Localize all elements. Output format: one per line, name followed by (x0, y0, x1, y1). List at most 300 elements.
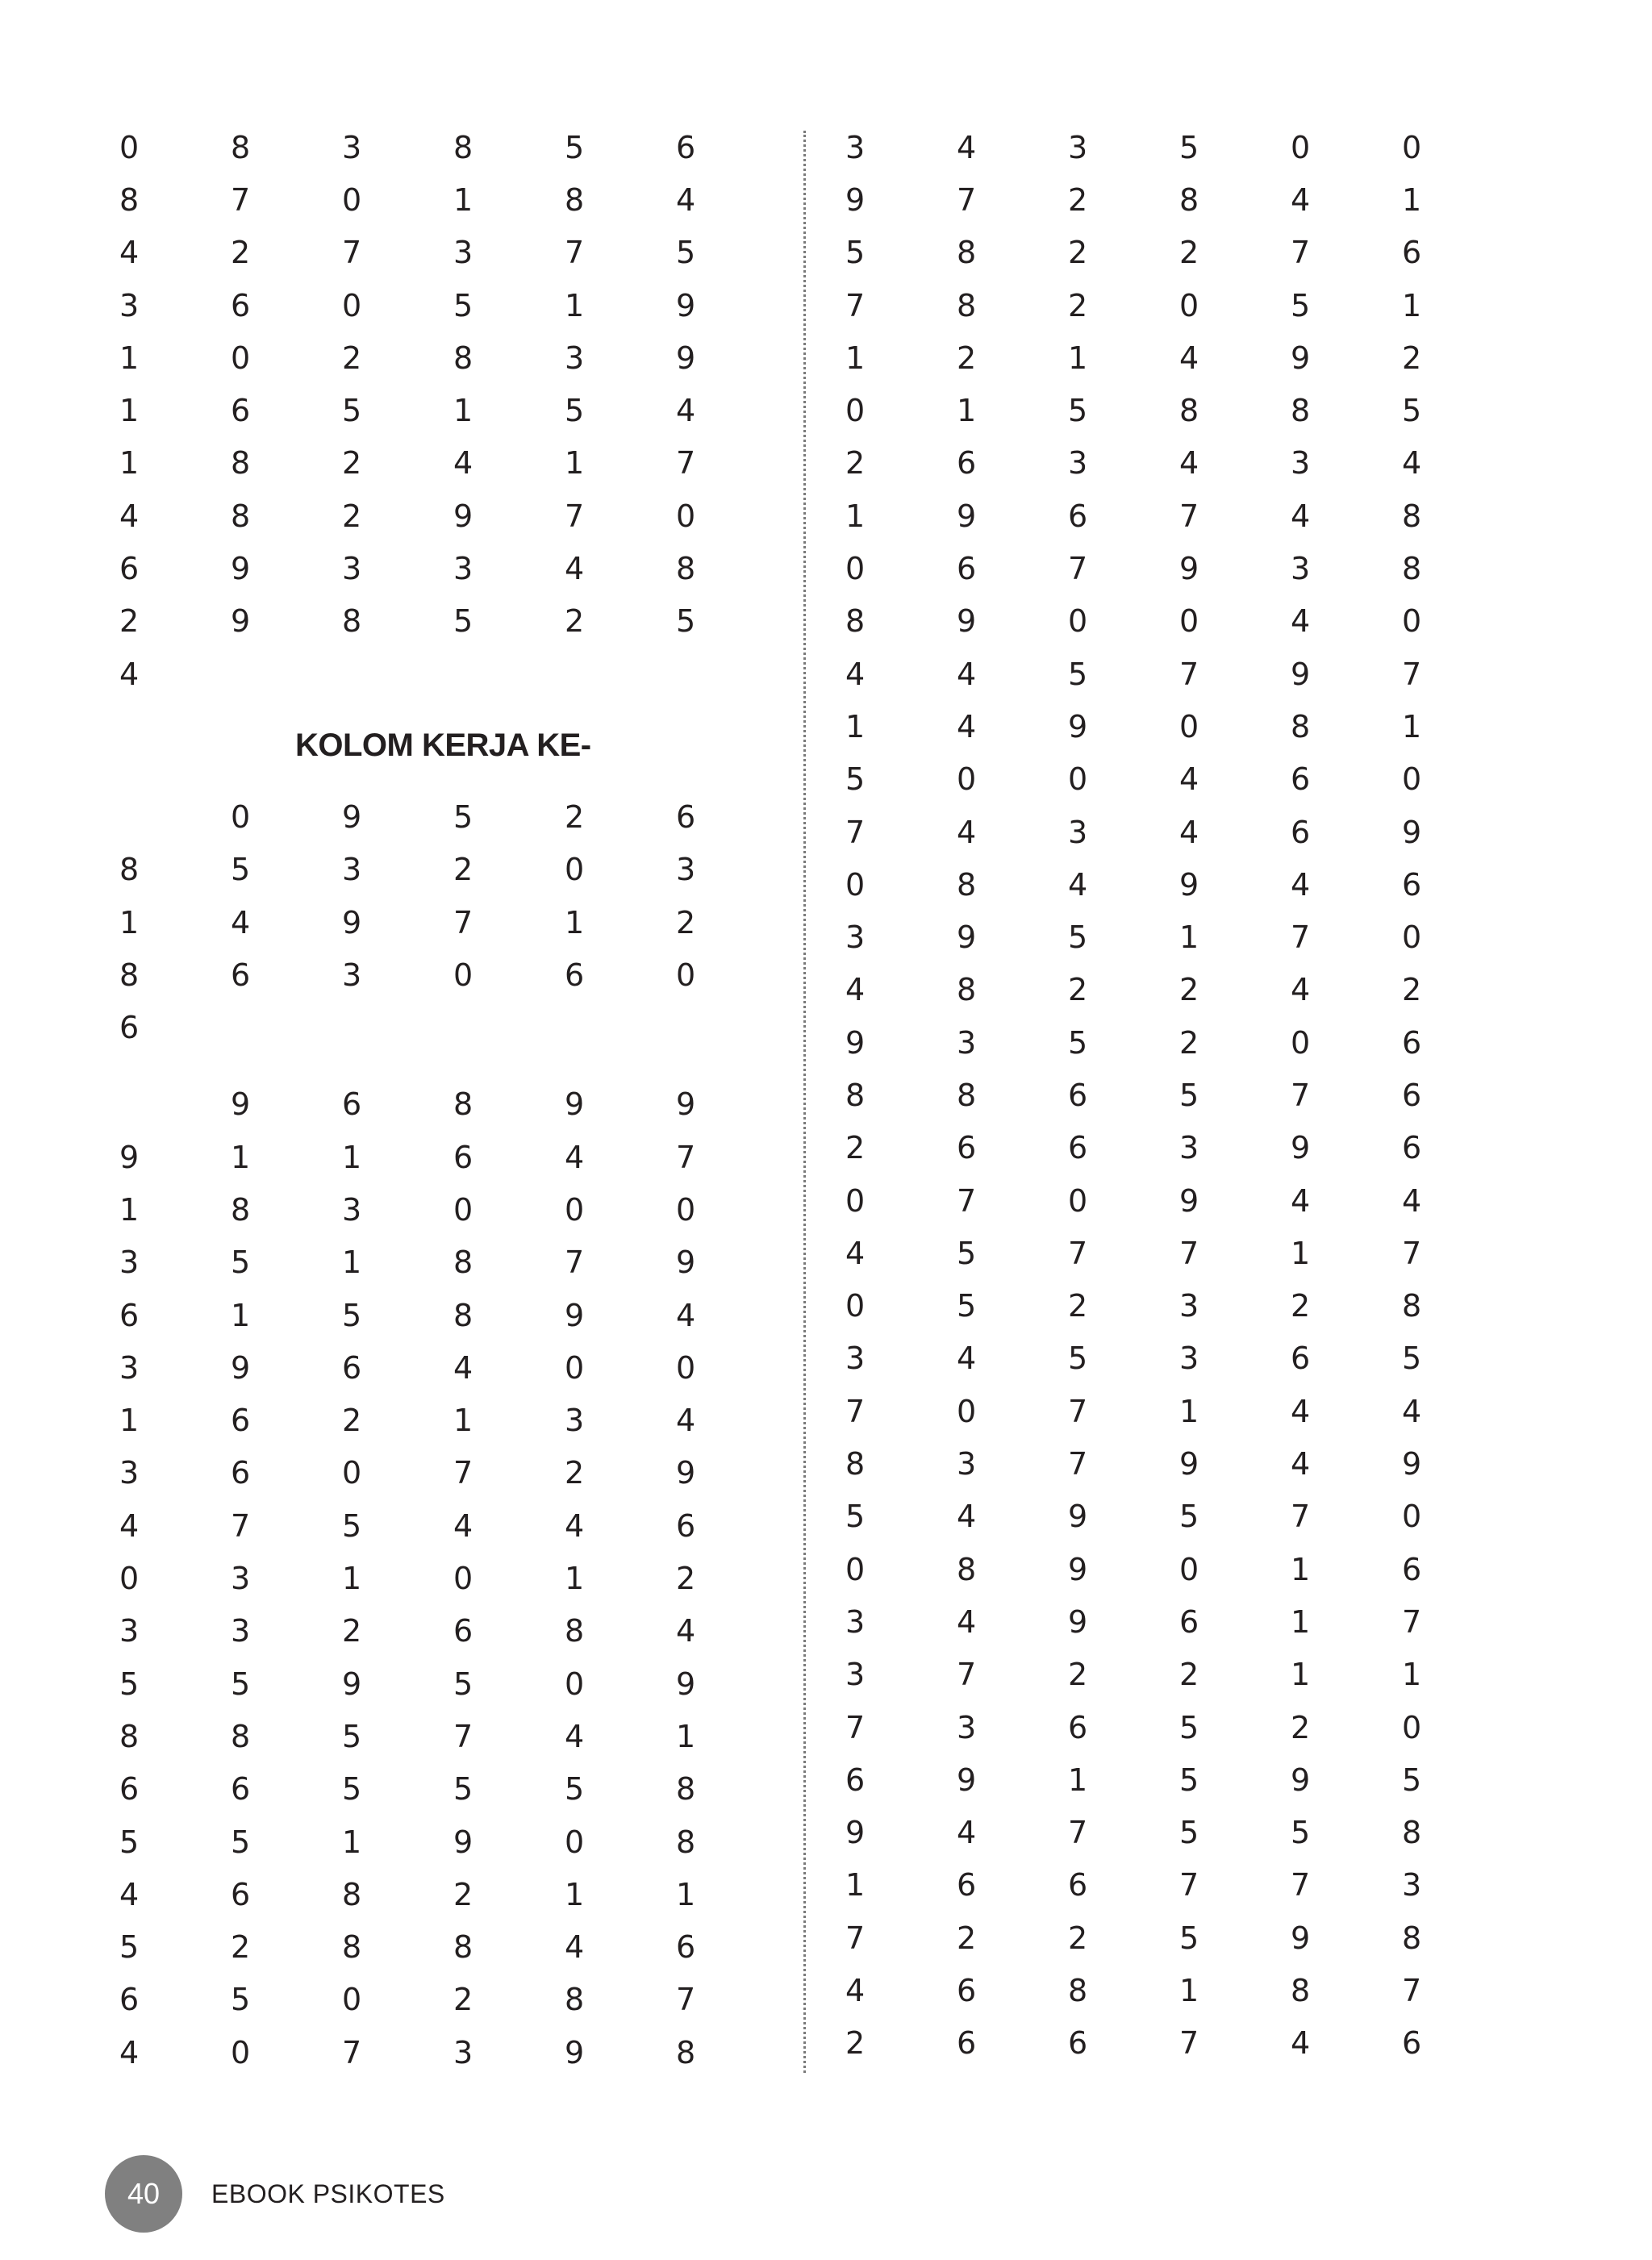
number-cell: 8 (1291, 708, 1311, 744)
number-cell: 7 (957, 181, 977, 218)
number-cell: 6 (453, 1613, 473, 1649)
number-cell: 7 (1068, 1393, 1088, 1429)
number-cell: 6 (676, 1929, 696, 1966)
number-row (113, 844, 807, 896)
number-cell: 0 (845, 1551, 866, 1587)
number-cell: 4 (1179, 445, 1199, 482)
number-cell: 6 (1068, 2025, 1088, 2062)
number-cell: 4 (1402, 1182, 1422, 1219)
number-cell: 6 (231, 1771, 251, 1808)
number-cell: 7 (1402, 656, 1422, 692)
number-cell: 9 (231, 1349, 251, 1386)
number-cell: 8 (845, 1446, 866, 1482)
number-cell: 0 (957, 761, 977, 798)
number-cell: 7 (453, 904, 473, 940)
number-cell: 3 (957, 1709, 977, 1745)
number-cell: 4 (1291, 866, 1311, 903)
number-cell: 1 (231, 1139, 251, 1175)
number-cell: 1 (119, 1403, 140, 1439)
number-cell: 0 (1402, 603, 1422, 640)
number-cell: 1 (119, 904, 140, 940)
number-cell: 2 (565, 1455, 585, 1491)
number-cell: 5 (119, 1666, 140, 1702)
number-cell: 3 (676, 852, 696, 888)
number-cell: 2 (845, 2025, 866, 2062)
number-cell: 0 (565, 1349, 585, 1386)
number-cell: 9 (957, 1762, 977, 1798)
number-cell: 2 (1179, 235, 1199, 271)
number-cell: 2 (1179, 972, 1199, 1008)
number-cell: 9 (1179, 866, 1199, 903)
number-row (839, 173, 1533, 226)
number-cell: 0 (957, 1393, 977, 1429)
number-cell: 1 (119, 445, 140, 482)
number-cell: 4 (957, 708, 977, 744)
number-cell: 2 (453, 852, 473, 888)
number-cell: 7 (565, 1245, 585, 1281)
number-cell: 6 (957, 1973, 977, 2009)
number-cell: 8 (119, 181, 140, 218)
number-cell: 4 (1179, 814, 1199, 850)
number-cell: 1 (1402, 708, 1422, 744)
number-cell: 8 (231, 498, 251, 534)
number-cell: 4 (1291, 498, 1311, 534)
number-cell: 2 (1068, 235, 1088, 271)
number-cell: 2 (1068, 1920, 1088, 1956)
number-cell: 5 (1402, 393, 1422, 429)
number-row (839, 1069, 1533, 1121)
number-cell: 0 (676, 498, 696, 534)
number-cell: 1 (565, 1561, 585, 1597)
number-cell: 5 (845, 1499, 866, 1535)
number-row (113, 896, 807, 949)
number-cell: 8 (676, 2034, 696, 2070)
number-cell: 8 (957, 866, 977, 903)
number-cell: 7 (845, 1920, 866, 1956)
number-cell: 2 (845, 445, 866, 482)
number-cell: 6 (1402, 1024, 1422, 1061)
number-cell: 8 (957, 1077, 977, 1113)
number-cell: 4 (1291, 1393, 1311, 1429)
number-cell: 4 (1179, 340, 1199, 376)
number-row (113, 1001, 807, 1053)
number-cell: 2 (231, 235, 251, 271)
number-cell: 0 (845, 1288, 866, 1324)
number-row (839, 121, 1533, 173)
number-row (113, 331, 807, 384)
number-cell: 4 (565, 1139, 585, 1175)
number-cell: 5 (1402, 1762, 1422, 1798)
number-cell: 6 (1402, 1551, 1422, 1587)
number-row (113, 1816, 807, 1868)
number-row (113, 1974, 807, 2026)
number-cell: 6 (676, 129, 696, 165)
number-cell: 4 (845, 1973, 866, 2009)
number-cell: 7 (1179, 1235, 1199, 1271)
number-cell: 9 (453, 1824, 473, 1860)
number-cell: 9 (957, 603, 977, 640)
number-cell: 8 (1291, 393, 1311, 429)
number-cell: 0 (1402, 761, 1422, 798)
number-cell: 3 (342, 1191, 362, 1228)
number-cell: 4 (565, 1929, 585, 1966)
number-cell: 1 (957, 393, 977, 429)
number-cell: 9 (1068, 708, 1088, 744)
number-cell: 2 (342, 1403, 362, 1439)
number-cell: 9 (1291, 340, 1311, 376)
number-cell: 3 (453, 551, 473, 587)
number-cell: 2 (676, 904, 696, 940)
number-cell: 1 (119, 340, 140, 376)
number-row (839, 2017, 1533, 2070)
number-cell: 3 (342, 129, 362, 165)
number-cell: 7 (1068, 1446, 1088, 1482)
number-cell: 9 (676, 1245, 696, 1281)
number-cell: 5 (957, 1235, 977, 1271)
number-cell: 1 (565, 287, 585, 323)
number-cell: 1 (342, 1245, 362, 1281)
number-row (839, 1964, 1533, 2016)
number-cell: 1 (845, 1867, 866, 1903)
number-cell: 2 (342, 1613, 362, 1649)
number-cell: 0 (1179, 708, 1199, 744)
page-number-badge: 40 (105, 2155, 182, 2233)
number-cell: 7 (342, 235, 362, 271)
number-cell: 4 (957, 814, 977, 850)
number-row (839, 595, 1533, 648)
number-cell: 4 (676, 1403, 696, 1439)
number-cell: 5 (1068, 1341, 1088, 1377)
number-row (839, 1437, 1533, 1490)
number-row (113, 1710, 807, 1762)
number-cell: 1 (1291, 1657, 1311, 1693)
number-row (839, 648, 1533, 700)
number-cell: 4 (565, 1718, 585, 1754)
number-cell: 1 (845, 340, 866, 376)
number-cell: 4 (453, 1507, 473, 1544)
number-cell: 2 (1068, 1657, 1088, 1693)
number-cell: 7 (453, 1455, 473, 1491)
number-cell: 2 (676, 1561, 696, 1597)
number-cell: 7 (1179, 1867, 1199, 1903)
number-cell: 5 (1179, 1077, 1199, 1113)
number-cell: 8 (565, 181, 585, 218)
number-cell: 4 (845, 656, 866, 692)
number-cell: 8 (453, 1086, 473, 1123)
number-cell: 8 (1291, 1973, 1311, 2009)
number-cell: 5 (453, 1771, 473, 1808)
number-cell: 1 (1291, 1603, 1311, 1640)
number-cell: 2 (957, 340, 977, 376)
number-cell: 0 (676, 957, 696, 993)
number-cell: 0 (1179, 1551, 1199, 1587)
number-cell: 5 (845, 761, 866, 798)
number-cell: 7 (565, 498, 585, 534)
number-cell: 9 (565, 1086, 585, 1123)
number-cell: 8 (342, 1929, 362, 1966)
number-cell: 3 (1179, 1288, 1199, 1324)
number-cell: 9 (1068, 1499, 1088, 1535)
number-cell: 1 (453, 181, 473, 218)
number-cell: 3 (119, 1455, 140, 1491)
number-cell: 5 (231, 1982, 251, 2018)
number-cell: 2 (119, 603, 140, 640)
number-cell: 6 (342, 1086, 362, 1123)
number-cell: 4 (957, 1499, 977, 1535)
number-cell: 4 (119, 498, 140, 534)
number-cell: 0 (119, 129, 140, 165)
number-row (839, 437, 1533, 490)
number-cell: 3 (957, 1446, 977, 1482)
number-cell: 7 (1402, 1973, 1422, 2009)
number-row (113, 648, 807, 700)
number-cell: 8 (1402, 1920, 1422, 1956)
number-cell: 8 (565, 1613, 585, 1649)
page-footer (105, 2155, 445, 2233)
number-cell: 5 (453, 1666, 473, 1702)
number-row (113, 1657, 807, 1710)
number-row (839, 1595, 1533, 1648)
number-cell: 1 (1291, 1551, 1311, 1587)
number-cell: 2 (1291, 1709, 1311, 1745)
number-cell: 1 (342, 1824, 362, 1860)
number-row (839, 1122, 1533, 1174)
number-row (839, 1807, 1533, 1859)
number-row (113, 490, 807, 542)
number-cell: 9 (845, 181, 866, 218)
number-cell: 5 (453, 287, 473, 323)
number-cell: 5 (1068, 919, 1088, 956)
number-cell: 0 (565, 1824, 585, 1860)
number-cell: 1 (119, 1191, 140, 1228)
number-row (839, 1649, 1533, 1701)
number-cell: 5 (342, 1771, 362, 1808)
number-row (113, 1078, 807, 1131)
number-cell: 5 (1179, 1762, 1199, 1798)
number-cell: 6 (845, 1762, 866, 1798)
number-cell: 7 (342, 2034, 362, 2070)
number-cell: 8 (453, 129, 473, 165)
number-cell: 6 (1402, 866, 1422, 903)
number-cell: 6 (676, 1507, 696, 1544)
number-cell: 5 (1402, 1341, 1422, 1377)
number-cell: 4 (957, 1815, 977, 1851)
number-cell: 2 (1068, 181, 1088, 218)
number-cell: 7 (453, 1718, 473, 1754)
number-cell: 1 (676, 1876, 696, 1912)
number-cell: 9 (119, 1139, 140, 1175)
number-cell: 5 (676, 603, 696, 640)
number-cell: 4 (676, 181, 696, 218)
number-cell: 6 (119, 1297, 140, 1333)
number-cell: 9 (453, 498, 473, 534)
number-cell: 6 (342, 1349, 362, 1386)
number-cell: 0 (1068, 761, 1088, 798)
number-cell: 8 (119, 1718, 140, 1754)
number-cell: 5 (1068, 1024, 1088, 1061)
number-cell: 2 (342, 340, 362, 376)
number-cell: 3 (845, 129, 866, 165)
number-cell: 9 (676, 1455, 696, 1491)
number-cell: 2 (845, 1130, 866, 1166)
number-cell: 1 (565, 1876, 585, 1912)
number-cell: 8 (1402, 1815, 1422, 1851)
number-cell: 7 (1402, 1603, 1422, 1640)
number-cell: 8 (957, 287, 977, 323)
number-cell: 5 (342, 1507, 362, 1544)
number-cell: 4 (119, 2034, 140, 2070)
number-row (113, 384, 807, 436)
number-cell: 9 (565, 1297, 585, 1333)
number-cell: 8 (453, 1245, 473, 1281)
number-cell: 4 (845, 1235, 866, 1271)
number-cell: 6 (1068, 1709, 1088, 1745)
number-cell: 8 (957, 1551, 977, 1587)
number-cell: 0 (342, 1455, 362, 1491)
number-row (113, 1447, 807, 1499)
number-cell: 6 (1179, 1603, 1199, 1640)
number-cell: 3 (119, 1613, 140, 1649)
number-cell: 8 (1068, 1973, 1088, 2009)
number-row (839, 806, 1533, 858)
number-cell: 5 (1291, 1815, 1311, 1851)
number-cell: 5 (1179, 1920, 1199, 1956)
number-cell: 9 (676, 1086, 696, 1123)
block-spacer (113, 1054, 807, 1078)
number-cell: 8 (342, 1876, 362, 1912)
number-cell: 6 (1068, 1130, 1088, 1166)
number-cell: 9 (957, 919, 977, 956)
number-cell: 4 (676, 393, 696, 429)
number-cell: 0 (1291, 1024, 1311, 1061)
number-cell: 7 (845, 1709, 866, 1745)
number-cell: 0 (845, 866, 866, 903)
number-cell: 1 (1179, 1393, 1199, 1429)
number-cell: 4 (957, 129, 977, 165)
number-cell: 6 (1402, 1130, 1422, 1166)
number-cell: 3 (957, 1024, 977, 1061)
number-cell: 0 (453, 1561, 473, 1597)
number-cell: 1 (231, 1297, 251, 1333)
number-row (113, 227, 807, 279)
number-cell: 4 (565, 1507, 585, 1544)
number-cell: 0 (119, 1561, 140, 1597)
number-cell: 9 (1291, 1920, 1311, 1956)
number-cell: 4 (565, 551, 585, 587)
number-row (113, 121, 807, 173)
number-cell: 7 (845, 814, 866, 850)
number-row (113, 790, 807, 843)
number-cell: 4 (1291, 1446, 1311, 1482)
number-cell: 4 (119, 1876, 140, 1912)
number-cell: 7 (676, 445, 696, 482)
number-row (839, 911, 1533, 963)
number-row (839, 542, 1533, 594)
number-cell: 8 (1179, 393, 1199, 429)
number-row (839, 1280, 1533, 1332)
number-row (113, 542, 807, 594)
number-cell: 2 (453, 1876, 473, 1912)
number-cell: 5 (1179, 1815, 1199, 1851)
number-row (839, 1227, 1533, 1279)
number-row (113, 1395, 807, 1447)
number-cell: 7 (1291, 235, 1311, 271)
number-cell: 4 (119, 235, 140, 271)
number-cell: 0 (1291, 129, 1311, 165)
number-cell: 2 (1402, 972, 1422, 1008)
number-cell: 6 (957, 445, 977, 482)
number-cell: 5 (565, 393, 585, 429)
number-cell: 9 (676, 340, 696, 376)
number-cell: 0 (676, 1349, 696, 1386)
number-cell: 6 (957, 551, 977, 587)
number-cell: 8 (1402, 1288, 1422, 1324)
number-cell: 0 (565, 1666, 585, 1702)
number-cell: 6 (231, 393, 251, 429)
number-cell: 4 (957, 656, 977, 692)
number-cell: 4 (1402, 1393, 1422, 1429)
number-cell: 3 (1179, 1130, 1199, 1166)
section-heading-row (113, 700, 807, 790)
number-cell: 1 (676, 1718, 696, 1754)
number-row (839, 700, 1533, 753)
number-cell: 3 (231, 1561, 251, 1597)
number-cell: 9 (1179, 1182, 1199, 1219)
number-cell: 7 (957, 1182, 977, 1219)
number-cell: 7 (1179, 656, 1199, 692)
number-cell: 0 (1402, 919, 1422, 956)
number-cell: 8 (565, 1982, 585, 2018)
number-cell: 5 (1068, 656, 1088, 692)
number-cell: 5 (1068, 393, 1088, 429)
number-cell: 8 (676, 551, 696, 587)
number-row (113, 1289, 807, 1341)
number-cell: 1 (1402, 287, 1422, 323)
number-row (839, 1174, 1533, 1227)
number-cell: 8 (119, 852, 140, 888)
number-cell: 8 (1402, 498, 1422, 534)
number-row (113, 1341, 807, 1394)
number-row (839, 1543, 1533, 1595)
number-row (113, 1183, 807, 1236)
number-cell: 0 (453, 957, 473, 993)
number-cell: 1 (1402, 181, 1422, 218)
number-cell: 2 (342, 445, 362, 482)
number-cell: 0 (1402, 1709, 1422, 1745)
number-cell: 4 (845, 972, 866, 1008)
number-row (839, 1912, 1533, 1964)
number-cell: 2 (1179, 1657, 1199, 1693)
number-cell: 4 (231, 904, 251, 940)
number-cell: 0 (453, 1191, 473, 1228)
number-cell: 9 (1068, 1551, 1088, 1587)
number-cell: 2 (1179, 1024, 1199, 1061)
number-cell: 6 (1291, 761, 1311, 798)
number-cell: 9 (565, 2034, 585, 2070)
number-cell: 2 (957, 1920, 977, 1956)
number-cell: 0 (1179, 603, 1199, 640)
number-cell: 5 (957, 1288, 977, 1324)
number-cell: 5 (231, 1666, 251, 1702)
number-cell: 3 (1068, 814, 1088, 850)
number-cell: 7 (1179, 498, 1199, 534)
number-cell: 2 (565, 799, 585, 835)
number-cell: 3 (1179, 1341, 1199, 1377)
number-cell: 0 (1068, 603, 1088, 640)
number-cell: 6 (565, 957, 585, 993)
number-cell: 2 (231, 1929, 251, 1966)
number-cell: 8 (119, 957, 140, 993)
